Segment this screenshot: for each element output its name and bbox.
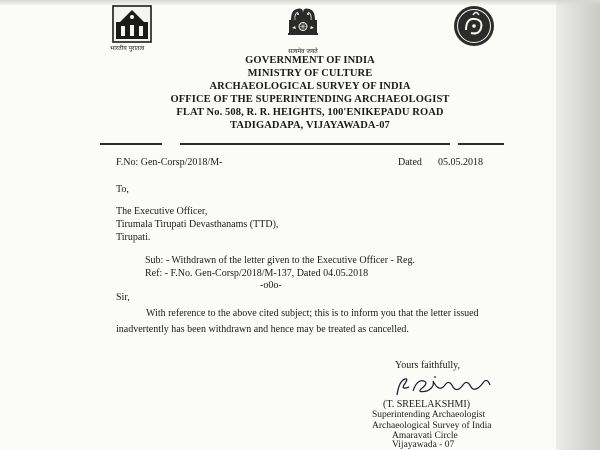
header-office: OFFICE OF THE SUPERINTENDING ARCHAEOLOGIST	[170, 94, 450, 105]
header-rule-center	[180, 143, 450, 145]
signatory-name: (T. SREELAKSHMI)	[383, 399, 471, 410]
addressee-line2: Tirumala Tirupati Devasthanams (TTD),	[116, 219, 279, 230]
addressee-line3: Tirupati.	[116, 232, 151, 243]
emblem-motto: सत्यमेव जयते	[288, 48, 318, 55]
signatory-designation: Superintending Archaeologist	[372, 410, 486, 420]
signatory-organisation: Archaeological Survey of India	[372, 421, 492, 431]
header-rule-right	[458, 143, 504, 145]
closing: Yours faithfully,	[395, 360, 461, 371]
header-rule-left	[100, 143, 162, 145]
body-line-2: inadvertently has been withdrawn and hence may be treated as cancelled.	[116, 324, 409, 335]
header-ministry: MINISTRY OF CULTURE	[247, 68, 373, 79]
header-asi: ARCHAEOLOGICAL SURVEY OF INDIA	[209, 81, 411, 92]
page-fold-shadow	[556, 0, 600, 450]
header-government: GOVERNMENT OF INDIA	[245, 55, 375, 66]
circular-seal-icon	[452, 4, 496, 53]
header-city: TADIGADAPA, VIJAYAWADA-07	[230, 120, 390, 131]
subject-line: Sub: - Withdrawn of the letter given to the Executive Officer - Reg.	[145, 255, 415, 266]
reference-line: Ref: - F.No. Gen-Corsp/2018/M-137, Dated 04.05.2018	[145, 268, 369, 279]
to-label: To,	[116, 184, 129, 195]
signatory-circle: Amaravati Circle	[392, 431, 458, 441]
dated-label: Dated	[398, 157, 422, 168]
national-emblem-icon	[283, 6, 323, 55]
asi-logo-icon	[110, 4, 154, 44]
salutation: Sir,	[116, 292, 130, 303]
asi-logo-caption: भारतीय पुरातत्व	[110, 45, 145, 52]
signatory-place: Vijayawada - 07	[392, 440, 455, 450]
header-address: FLAT No. 508, R. R. HEIGHTS, 100'ENIKEPADU ROAD	[176, 107, 444, 118]
separator-mark: -o0o-	[260, 280, 282, 291]
dated-value: 05.05.2018	[438, 157, 483, 168]
letter-body	[116, 306, 488, 338]
body-line-1: With reference to the above cited subject; this is to inform you that the letter issued	[146, 308, 479, 319]
file-number: F.No: Gen-Corsp/2018/M-	[116, 157, 223, 168]
addressee-line1: The Executive Officer,	[116, 206, 208, 217]
